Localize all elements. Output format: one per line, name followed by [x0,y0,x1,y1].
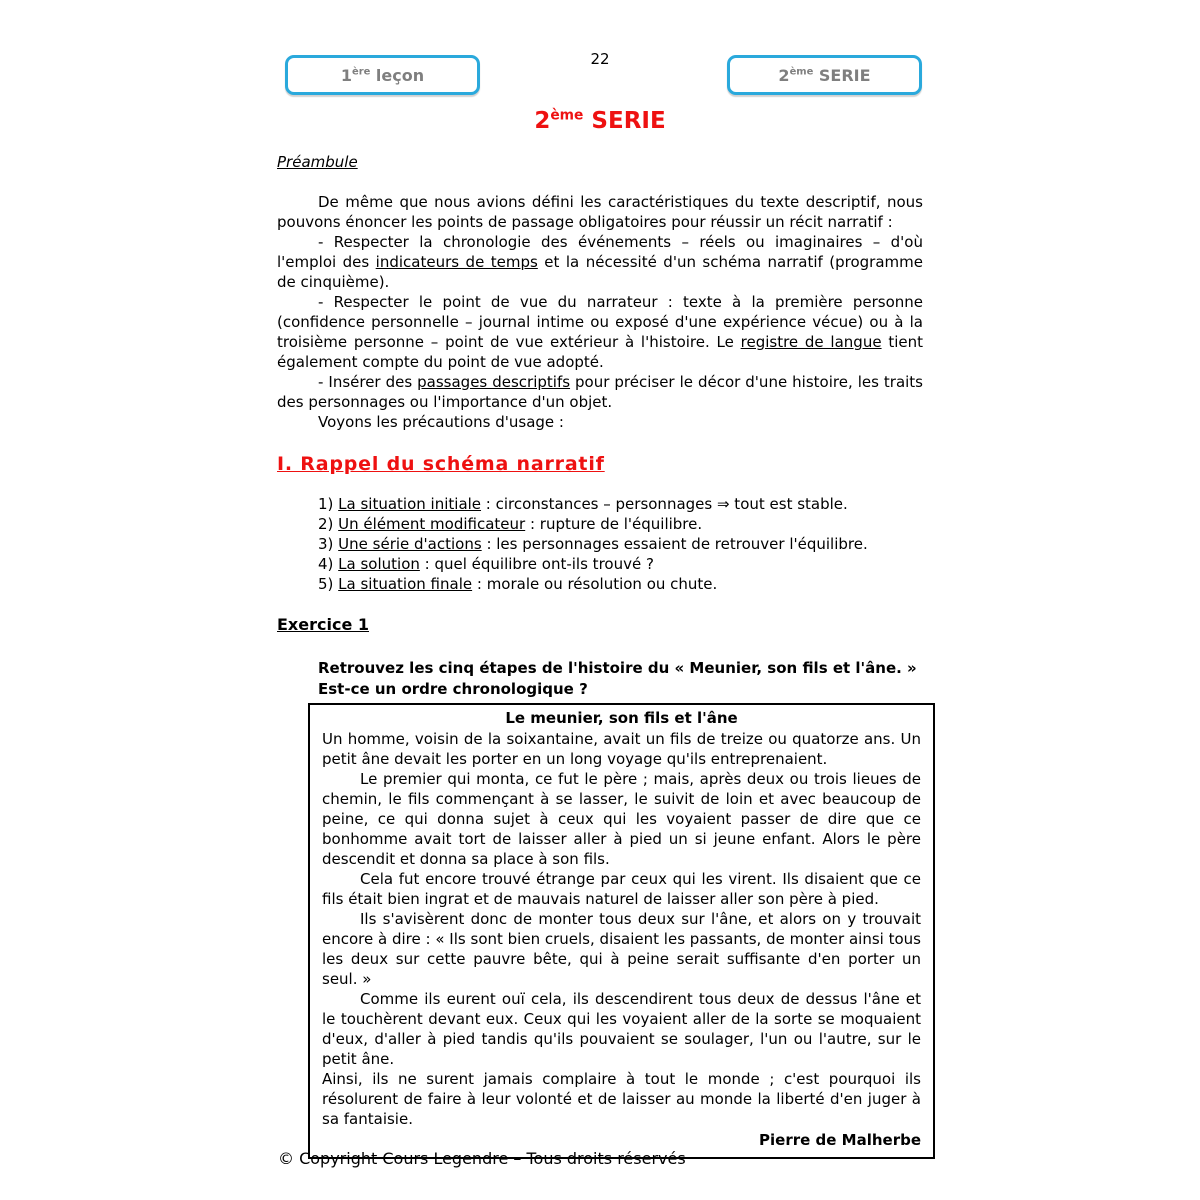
preamble-paragraph-1: De même que nous avions défini les caractéristiques du texte descriptif, nous pouvons énoncer les points de passage obligatoires pour réussir un récit narratif : [277,193,923,231]
story-paragraph-2: Le premier qui monta, ce fut le père ; mais, après deux ou trois lieues de chemin, le fils commençant à se lasser, le suivit de loin et avec beaucoup de peine, ce qui donna sujet à ceux qui les voyaient passer de dire que ce bonhomme avait tort de laisser aller à pied un si jeune enfant. Alors le père descendit et donna sa place à son fils. [322,770,921,868]
exercise-heading: Exercice 1 [277,615,369,634]
schema-step-4: 4) La solution : quel équilibre ont-ils trouvé ? [318,555,654,573]
story-paragraph-4: Ils s'avisèrent donc de monter tous deux sur l'âne, et alors on y trouvait encore à dire : « Ils sont bien cruels, disaient les passants, de monter ainsi tous les deux sur cette pauvre bête, qui à peine serait suffisante d'en porter un seul. » [322,910,921,988]
nav-button-lecon-1[interactable] [285,55,480,95]
story-paragraph-1: Un homme, voisin de la soixantaine, avait un fils de treize ou quatorze ans. Un petit âne devait les porter en un long voyage qu'ils entreprenaient. [322,730,921,768]
superscript: ème [550,107,584,124]
nav-button-lecon-1-label: 1ère leçon [340,65,425,85]
exercise-instruction-1: Retrouvez les cinq étapes de l'histoire du « Meunier, son fils et l'âne. » [318,659,917,677]
exercise-instruction-2: Est-ce un ordre chronologique ? [318,680,588,698]
superscript: ère [352,66,371,78]
nav-button-serie-2-label: 2ème SERIE [778,65,871,85]
footer-copyright: © Copyright Cours Legendre – Tous droits réservés [278,1149,686,1168]
schema-step-5: 5) La situation finale : morale ou résolution ou chute. [318,575,718,593]
story-box [308,703,935,1159]
superscript: ème [789,66,814,78]
content-column [277,0,923,1159]
schema-steps-list [277,494,923,594]
nav-button-serie-2[interactable] [727,55,922,95]
schema-step-1: 1) La situation initiale : circonstances – personnages ⇒ tout est stable. [318,495,848,513]
page-number: 22 [590,50,610,68]
preamble-paragraph-5: Voyons les précautions d'usage : [318,413,564,431]
preamble-heading: Préambule [277,153,358,171]
story-paragraph-6: Ainsi, ils ne surent jamais complaire à tout le monde ; c'est pourquoi ils résolurent de faire à leur volonté et de laisser au monde la liberté d'en juger à sa fantaisie. [322,1070,921,1128]
page-header [277,50,923,97]
preamble-paragraph-4: - Insérer des passages descriptifs pour préciser le décor d'une histoire, les traits des personnages ou l'importance d'un objet. [277,373,923,411]
story-author: Pierre de Malherbe [759,1131,921,1149]
schema-step-3: 3) Une série d'actions : les personnages essaient de retrouver l'équilibre. [318,535,868,553]
section-heading-rappel: I. Rappel du schéma narratif [277,453,605,475]
preamble-paragraph-3: - Respecter le point de vue du narrateur : texte à la première personne (confidence personnelle – journal intime ou exposé d'une expérience vécue) ou à la troisième personne – point de vue extérieur à l'histoire. Le registre de langue tient également compte du point de vue adopté. [277,293,923,371]
schema-step-2: 2) Un élément modificateur : rupture de l'équilibre. [318,515,703,533]
story-title: Le meunier, son fils et l'âne [505,709,738,727]
story-paragraph-5: Comme ils eurent ouï cela, ils descendirent tous deux de dessus l'âne et le touchèrent devant eux. Ceux qui les voyaient aller de la sorte se moquaient d'eux, d'aller à pied tandis qu'ils pouvaient se soulager, l'un ou l'autre, sur le petit âne. [322,990,921,1068]
preamble-paragraph-2: - Respecter la chronologie des événements – réels ou imaginaires – d'où l'emploi des indicateurs de temps et la nécessité d'un schéma narratif (programme de cinquième). [277,233,923,291]
story-paragraph-3: Cela fut encore trouvé étrange par ceux qui les virent. Ils disaient que ce fils était bien ingrat et de mauvais naturel de laisser aller son père à pied. [322,870,921,908]
document-title: 2ème SERIE [534,107,666,134]
